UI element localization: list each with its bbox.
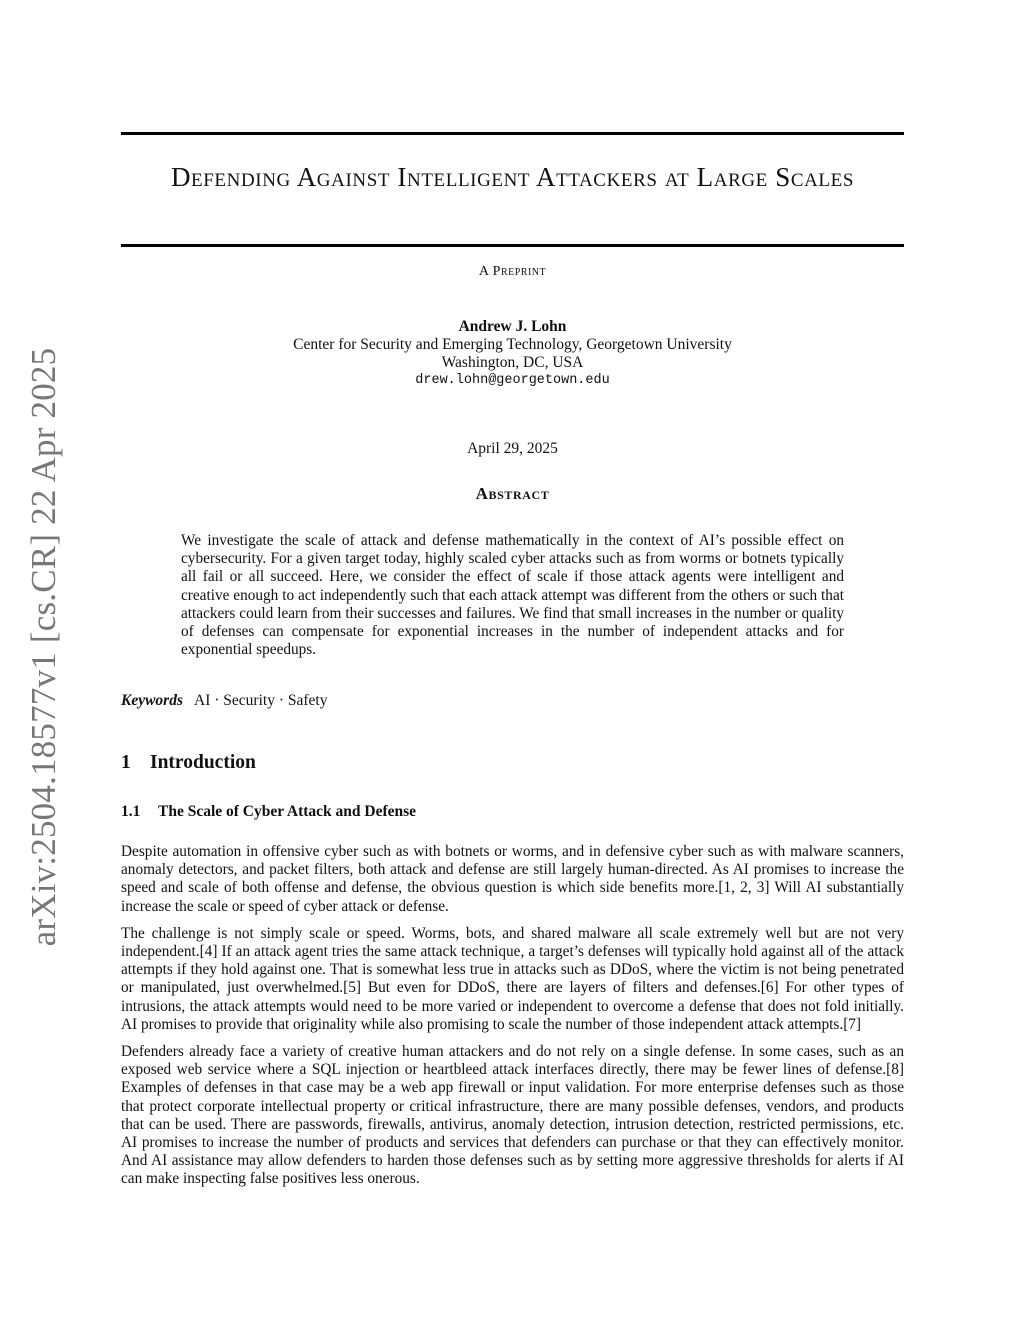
author-block — [121, 318, 904, 390]
author-affiliation: Center for Security and Emerging Technology, Georgetown University — [293, 336, 732, 353]
abstract-text: We investigate the scale of attack and defense mathematically in the context of AI’s possible effect on cybersecurity. For a given target today, highly scaled cyber attacks such as from worms or botnets typically all fail or all succeed. Here, we consider the effect of scale if those attack agents were intelligent and creative enough to act independently such that each attack attempt was different from the others or such that attackers could learn from their successes and failures. We find that small increases in the number or quality of defenses can compensate for exponential increases in the number of independent attacks and for exponential speedups. — [181, 532, 844, 659]
preprint-label: A Preprint — [478, 264, 547, 279]
keywords-list: AI · Security · Safety — [194, 692, 328, 709]
author-location: Washington, DC, USA — [441, 354, 584, 371]
paragraph: Defenders already face a variety of creative human attackers and do not rely on a single defense. In some cases, such as an exposed web service where a SQL injection or heartbleed attack interfaces directly, there may be fewer lines of defense.[8] Examples of defenses in that case may be a web app firewall or input validation. For more enterprise defenses such as those that protect corporate intellectual property or critical infrastructure, there are many possible defenses, vendors, and products that can be used. There are passwords, firewalls, antivirus, anomaly detection, intrusion detection, restricted permissions, etc. AI promises to increase the number of products and services that defenders can purchase or that they can effectively monitor. And AI assistance may allow defenders to harden those defenses such as by setting more aggressive thresholds for alerts if AI can make inspecting false positives less onerous. — [121, 1043, 904, 1188]
section-title: Introduction — [150, 752, 256, 773]
section-number: 1 — [121, 752, 131, 773]
author-email: drew.lohn@georgetown.edu — [415, 373, 610, 388]
paper-date: April 29, 2025 — [467, 440, 558, 457]
body-text — [121, 843, 904, 1198]
author-name: Andrew J. Lohn — [458, 318, 567, 335]
subsection-title: The Scale of Cyber Attack and Defense — [158, 803, 417, 820]
section-heading — [121, 752, 256, 774]
abstract-heading: Abstract — [475, 484, 550, 503]
paragraph: The challenge is not simply scale or speed. Worms, bots, and shared malware all scale extremely well but are not very independent.[4] If an attack agent tries the same attack technique, a target’s defenses will typically hold against all of the attack attempts if they hold against one. That is somewhat less true in attacks such as DDoS, where the victim is not being penetrated or manipulated, just overwhelmed.[5] But even for DDoS, there are layers of filters and defenses.[6] For other types of intrusions, the attack attempts would need to be more varied or independent to overcome a defense that does not fold initially. AI promises to provide that originality while also promising to scale the number of those independent attack attempts.[7] — [121, 924, 904, 1033]
subsection-number: 1.1 — [121, 803, 141, 820]
keywords-label: Keywords — [121, 692, 183, 709]
paper-title: Defending Against Intelligent Attackers at Large Scales — [170, 162, 855, 192]
title-top-rule — [121, 132, 904, 135]
paragraph: Despite automation in offensive cyber such as with botnets or worms, and in defensive cyber such as with malware scanners, anomaly detectors, and packet filters, both attack and defense are still largely human-directed. As AI promises to increase the speed and scale of both offense and defense, the obvious question is which side benefits more.[1, 2, 3] Will AI substantially increase the scale or speed of cyber attack or defense. — [121, 843, 904, 915]
arxiv-identifier: arXiv:2504.18577v1 [cs.CR] 22 Apr 2025 — [24, 347, 63, 947]
title-bottom-rule — [121, 244, 904, 247]
subsection-heading — [121, 803, 416, 821]
keywords-line — [121, 692, 327, 710]
